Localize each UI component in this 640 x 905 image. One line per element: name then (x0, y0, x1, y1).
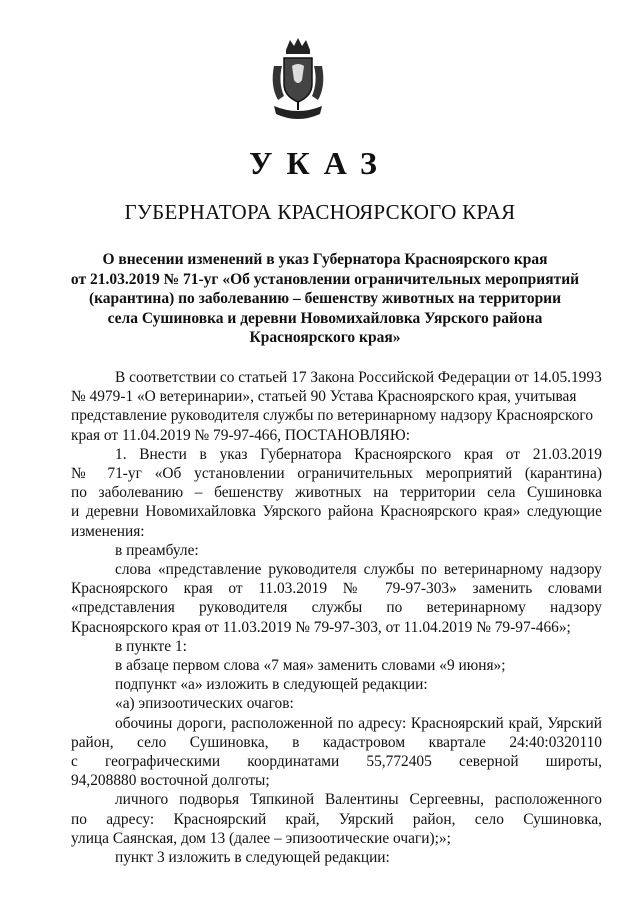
body-line: в абзаце первом слова «7 мая» заменить словами «9 июня»; (115, 657, 506, 675)
body-line: в преамбуле: (115, 541, 199, 559)
body-line: края от 11.04.2019 № 79-97-466, ПОСТАНОВЛЯЮ: (71, 426, 411, 444)
heading-line: села Сушиновка и деревни Новомихайловка Уярского района (107, 309, 543, 327)
document-subtitle: ГУБЕРНАТОРА КРАСНОЯРСКОГО КРАЯ (124, 200, 516, 224)
body-line: подпункт «а» изложить в следующей редакции: (115, 676, 428, 694)
body-line: по заболеванию – бешенству животных на территории села Сушиновка (71, 484, 602, 502)
body-line: в пункте 1: (115, 637, 187, 655)
body-line: 94,208880 восточной долготы; (71, 772, 270, 790)
heading-line: Красноярского края» (249, 329, 401, 346)
body-line: пункт 3 изложить в следующей редакции: (115, 849, 390, 867)
body-line: В соответствии со статьей 17 Закона Российской Федерации от 14.05.1993 (115, 369, 602, 386)
body-line: по адресу: Красноярский край, Уярский район, село Сушиновка, (71, 810, 602, 828)
body-line: представление руководителя службы по ветеринарному надзору Красноярского (71, 407, 594, 425)
body-line: № 71-уг «Об установлении ограничительных мероприятий (карантина) (71, 465, 602, 483)
heading-line: от 21.03.2019 № 71-уг «Об установлении ограничительных мероприятий (70, 270, 580, 288)
body-line: изменения: (71, 522, 145, 540)
document-title: УКАЗ (249, 145, 391, 181)
body-line: с географическими координатами 55,772405 северной широты, (71, 753, 602, 771)
body-line: район, село Сушиновка, в кадастровом квартале 24:40:0320110 (71, 733, 602, 751)
body-line: 1. Внести в указ Губернатора Красноярского края от 21.03.2019 (115, 445, 602, 463)
body-line: улица Саянская, дом 13 (далее – эпизоотические очаги);»; (71, 829, 451, 847)
document-heading (60, 250, 590, 348)
body-line: и деревни Новомихайловка Уярского района Красноярского края» следующие (71, 503, 602, 521)
body-line: обочины дороги, расположенной по адресу: Красноярский край, Уярский (115, 714, 602, 732)
body-line: Красноярского края от 11.03.2019 № 79-97-303, от 11.04.2019 № 79-97-466»; (71, 618, 571, 636)
heading-line: О внесении изменений в указ Губернатора Красноярского края (102, 251, 548, 268)
body-line: слова «представление руководителя службы по ветеринарному надзору (115, 561, 602, 579)
body-line: личного подворья Тяпкиной Валентины Сергеевны, расположенного (115, 791, 602, 809)
body-line: «а) эпизоотических очагов: (115, 695, 294, 713)
body-line: № 4979-1 «О ветеринарии», статьей 90 Устава Красноярского края, учитывая (71, 388, 577, 406)
heading-line: (карантина) по заболеванию – бешенству животных на территории (88, 290, 562, 307)
coat-of-arms-emblem (268, 36, 328, 126)
document-body (71, 368, 602, 867)
body-line: «представления руководителя службы по ветеринарному надзору (71, 599, 602, 617)
body-line: Красноярского края от 11.03.2019 № 79-97-303» заменить словами (71, 580, 602, 598)
